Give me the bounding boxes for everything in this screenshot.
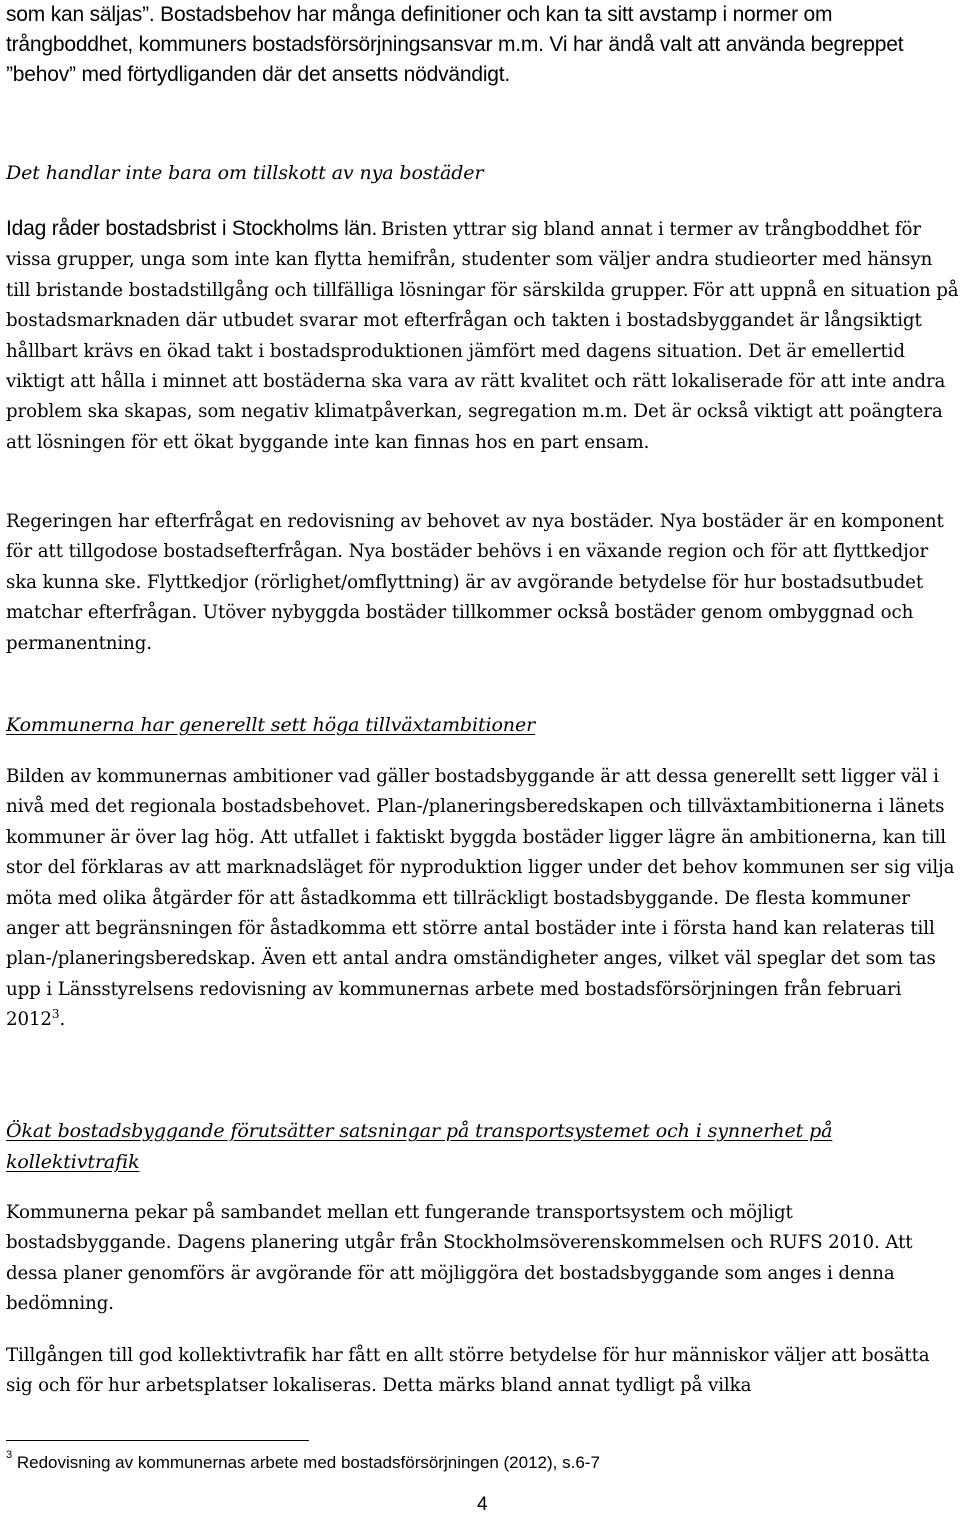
section3-paragraph-2: Tillgången till god kollektivtrafik har fått en allt större betydelse för hur människor väljer att bosätta sig och för hur arbetsplatser lokaliseras. Detta märks bland annat tydligt på vilka [6, 1345, 930, 1397]
section-heading-transportsystemet: Ökat bostadsbyggande förutsätter satsningar på transportsystemet och i synnerhet på kollektivtrafik [6, 1120, 833, 1173]
footnote-reference[interactable]: 3 [51, 1007, 60, 1022]
footnote [6, 1451, 600, 1475]
section-heading-tillvaxtambitioner: Kommunerna har generellt sett höga tillväxtambitioner [6, 714, 536, 736]
section1-paragraph1-text: Bristen yttrar sig bland annat i termer av trångboddhet för vissa grupper, unga som inte kan flytta hemifrån, studenter som väljer andra studieorter med hänsyn till bristande bostadstillgång och tillfälliga lösningar för särskilda grupper. [6, 219, 933, 301]
section1-paragraph-1 [6, 214, 960, 458]
section-heading-nya-bostader: Det handlar inte bara om tillskott av nya bostäder [6, 162, 484, 184]
section2-paragraph-text: Bilden av kommunernas ambitioner vad gäller bostadsbyggande är att dessa generellt sett ligger väl i nivå med det regionala bostadsbehovet. Plan-/planeringsberedskapen och tillväxtambitionerna i länets kommuner är över lag hög. Att utfallet i faktiskt byggda bostäder ligger lägre än ambitionerna, kan till stor del förklaras av att marknadsläget för nyproduktion ligger under det behov kommunen ser sig vilja möta med olika åtgärder för att åstadkomma ett tillräckligt bostadsbyggande. De flesta kommuner anger att begränsningen för åstadkomma ett större antal bostäder inte i första hand kan relateras till plan-/planeringsberedskap. Även ett antal andra omständigheter anges, vilket väl speglar det som tas upp i Länsstyrelsens redovisning av kommunernas arbete med bostadsförsörjningen från februari 2012 [6, 766, 955, 1031]
section2-paragraph [6, 762, 960, 1036]
footnote-separator [6, 1440, 309, 1441]
footnote-text: Redovisning av kommunernas arbete med bostadsförsörjningen (2012), s.6-7 [16, 1453, 600, 1472]
section1-paragraph1-serif-text: För att uppnå en situation på bostadsmarknaden där utbudet svarar mot efterfrågan och takten i bostadsbyggandet är långsiktigt hållbart krävs en ökad takt i bostadsproduktionen jämfört med dagens situation. Det är emellertid viktigt att hålla i minnet att bostäderna ska vara av rätt kvalitet och rätt lokaliserade för att inte andra problem ska skapas, som negativ klimatpåverkan, segregation m.m. Det är också viktigt att poängtera att lösningen för ett ökat byggande inte kan finnas hos en part ensam. [6, 279, 959, 453]
intro-paragraph [6, 0, 960, 90]
section2-paragraph-end: . [59, 1009, 66, 1031]
footnote-number: 3 [6, 1449, 13, 1461]
section1-paragraph-2: Regeringen har efterfrågat en redovisning av behovet av nya bostäder. Nya bostäder är en komponent för att tillgodose bostadsefterfrågan. Nya bostäder behövs i en växande region och för att flyttkedjor ska kunna ske. Flyttkedjor (rörlighet/omflyttning) är av avgörande betydelse för hur bostadsutbudet matchar efterfrågan. Utöver nybyggda bostäder tillkommer också bostäder genom ombyggnad och permanentning. [6, 511, 944, 654]
page-number: 4 [477, 1494, 488, 1515]
section1-lead-text: Idag råder bostadsbrist i Stockholms län. [6, 217, 378, 240]
intro-text: som kan säljas”. Bostadsbehov har många definitioner och kan ta sitt avstamp i normer om trångboddhet, kommuners bostadsförsörjningsansvar m.m. Vi har ändå valt att använda begreppet ”behov” med förtydliganden där det ansetts nödvändigt. [6, 3, 904, 86]
section3-paragraph-1: Kommunerna pekar på sambandet mellan ett fungerande transportsystem och möjligt bostadsbyggande. Dagens planering utgår från Stockholmsöverenskommelsen och RUFS 2010. Att dessa planer genomförs är avgörande för att möjliggöra det bostadsbyggande som anges i denna bedömning. [6, 1202, 913, 1315]
